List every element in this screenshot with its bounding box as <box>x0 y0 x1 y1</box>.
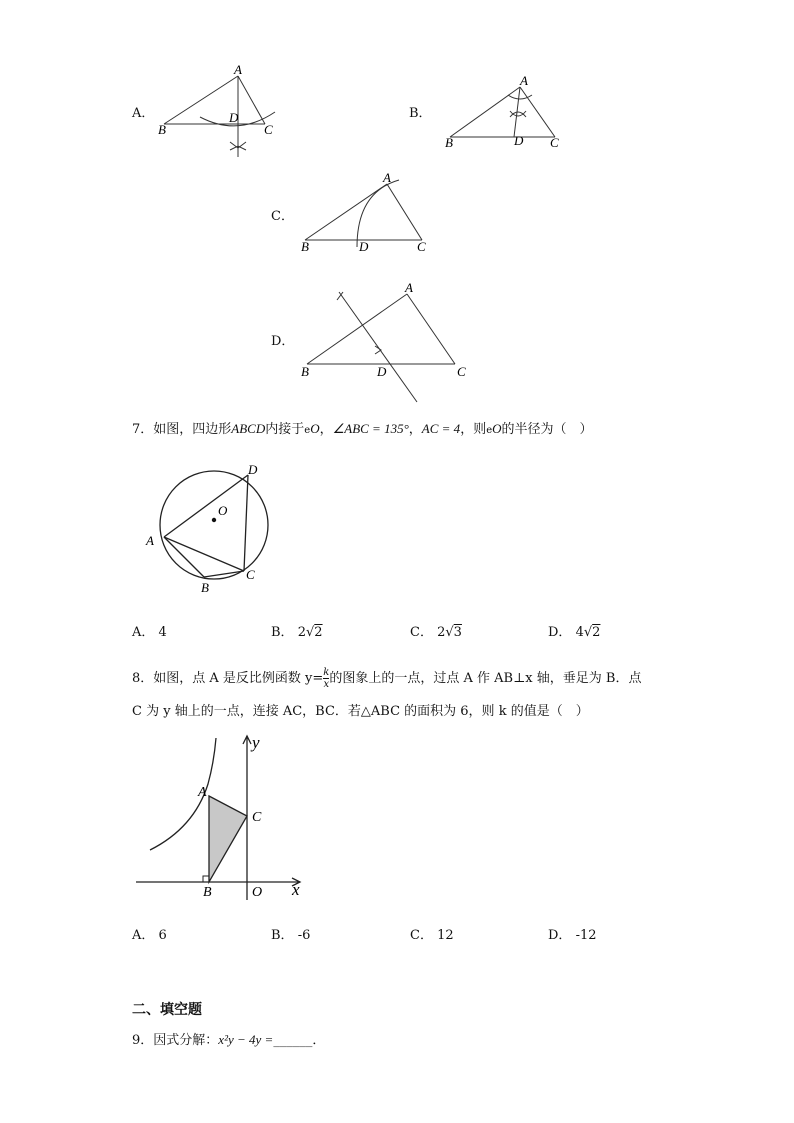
option-c-figure <box>295 172 435 257</box>
fig-a-label-d: D <box>229 110 239 125</box>
fig-d-label-a: A <box>405 280 413 295</box>
answer-blank: ______ <box>273 1033 313 1048</box>
fig-c-label-b: B <box>301 239 309 254</box>
question-8-line-2: C 为 y 轴上的一点，连接 AC，BC．若△ABC 的面积为 6，则 k 的值是（ ） <box>132 704 589 719</box>
fig7-label-o: O <box>218 503 228 518</box>
q7-option-c: C． 2√3 <box>410 625 462 640</box>
fig-c-label-a: A <box>383 170 391 185</box>
fig8-label-o: O <box>252 885 263 900</box>
q8-option-b: B． -6 <box>271 928 311 943</box>
fig-d-label-b: B <box>301 364 309 379</box>
fig8-label-y: y <box>252 733 260 752</box>
fraction-k-over-x: $\frac{k}{x}$ <box>323 667 330 690</box>
option-d-label: D． <box>271 334 295 349</box>
fig7-label-a: A <box>146 533 154 548</box>
fig-b-label-c: C <box>550 135 559 150</box>
fig-a-label-c: C <box>264 122 273 137</box>
fig-b-label-b: B <box>445 135 453 150</box>
section-title: 二、填空题 <box>132 1002 202 1018</box>
option-b-label: B． <box>409 106 432 121</box>
fig8-label-x: x <box>292 880 300 899</box>
option-a-figure <box>150 62 290 162</box>
q7-option-b: B． 2√2 <box>271 625 323 640</box>
question-9: 9．因式分解：x²y − 4y =______． <box>132 1032 326 1048</box>
fig8-label-c: C <box>252 810 262 825</box>
fig-c-label-d: D <box>359 239 369 254</box>
option-a-label: A． <box>132 106 155 121</box>
question-8-figure <box>132 728 312 903</box>
triangle-abc <box>209 796 247 882</box>
fig7-label-b: B <box>201 580 209 595</box>
fig-b-label-a: A <box>520 73 528 88</box>
question-7-figure <box>140 455 280 600</box>
question-8-line-1: 8．如图，点 A 是反比例函数 y= $\frac{k}{x}$ 的图象上的一点，过点 A 作 AB⊥x 轴，垂足为 B．点 <box>132 667 642 690</box>
option-d-figure <box>295 280 475 405</box>
q7-option-d: D． 4√2 <box>548 625 601 640</box>
q8-option-d: D． -12 <box>548 928 597 943</box>
q8-option-a: A． 6 <box>132 928 167 943</box>
fig7-label-c: C <box>246 567 255 582</box>
fig7-label-d: D <box>248 462 258 477</box>
fig-c-label-c: C <box>417 239 426 254</box>
question-7-text: 7．如图，四边形ABCD内接于eO，∠ABC = 135°，AC = 4，则eO的半径为（ ） <box>132 421 593 437</box>
q8-option-c: C． 12 <box>410 928 454 943</box>
center-point-o <box>212 518 216 522</box>
option-c-label: C． <box>271 209 294 224</box>
fig-a-label-b: B <box>158 122 166 137</box>
q7-option-a: A． 4 <box>132 625 167 640</box>
fig-a-label-a: A <box>234 62 242 77</box>
fig-d-label-d: D <box>377 364 387 379</box>
option-b-figure <box>440 75 570 155</box>
fig8-label-b: B <box>203 885 212 900</box>
fig-b-label-d: D <box>514 133 524 148</box>
fig8-label-a: A <box>198 785 207 800</box>
fig-d-label-c: C <box>457 364 466 379</box>
